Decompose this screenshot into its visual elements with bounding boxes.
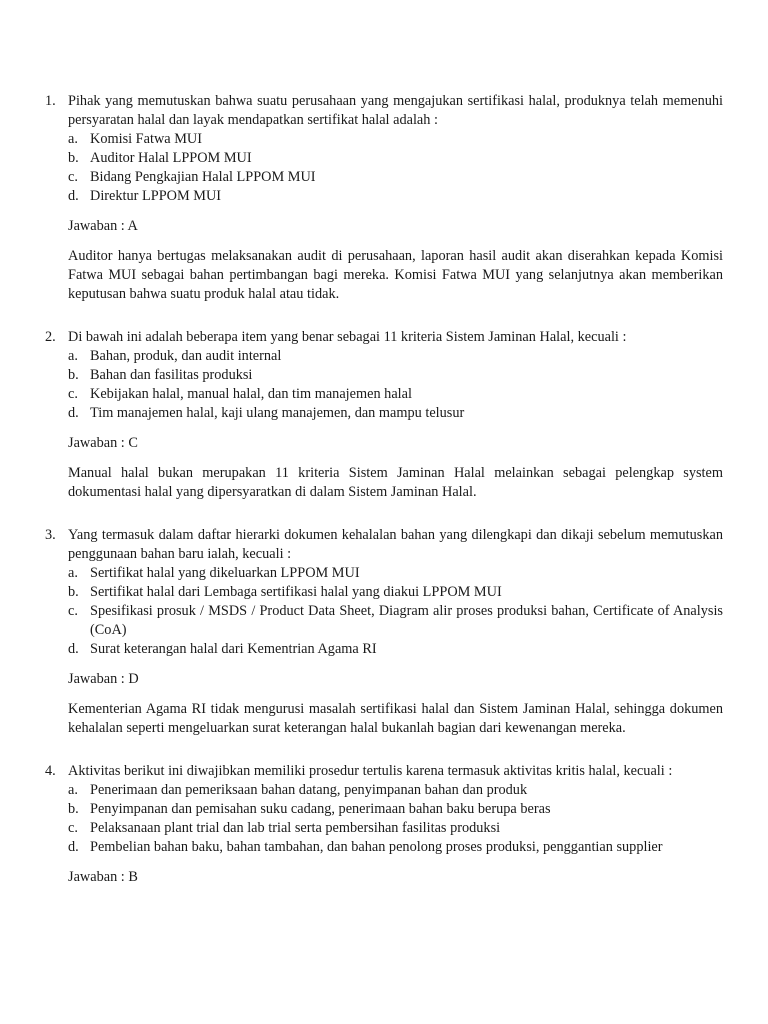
answer-line: Jawaban : D	[68, 671, 139, 687]
option-letter: a.	[68, 348, 78, 364]
option-letter: c.	[68, 820, 78, 836]
question-text: Aktivitas berikut ini diwajibkan memiliki prosedur tertulis karena termasuk aktivitas kritis halal, kecuali :	[68, 763, 673, 779]
option-letter: a.	[68, 131, 78, 147]
answer-line: Jawaban : B	[68, 869, 138, 885]
option-d	[68, 187, 723, 206]
question-1	[45, 92, 723, 304]
question-2	[45, 328, 723, 502]
option-text: Pembelian bahan baku, bahan tambahan, dan bahan penolong proses produksi, penggantian supplier	[90, 839, 663, 855]
question-number: 2.	[45, 329, 56, 345]
option-letter: b.	[68, 367, 79, 383]
option-letter: b.	[68, 801, 79, 817]
option-b	[68, 366, 723, 385]
option-a	[68, 130, 723, 149]
option-a	[68, 781, 723, 800]
option-text: Kebijakan halal, manual halal, dan tim manajemen halal	[90, 386, 412, 402]
option-letter: c.	[68, 603, 78, 619]
option-letter: d.	[68, 641, 79, 657]
option-letter: d.	[68, 405, 79, 421]
option-letter: b.	[68, 150, 79, 166]
answer-line: Jawaban : C	[68, 435, 138, 451]
option-letter: a.	[68, 565, 78, 581]
option-text: Sertifikat halal dari Lembaga sertifikasi halal yang diakui LPPOM MUI	[90, 584, 502, 600]
explanation-text: Kementerian Agama RI tidak mengurusi masalah sertifikasi halal dan Sistem Jaminan Halal, sehingga dokumen kehalalan seperti mengeluarkan surat keterangan halal bukanlah bagian dari kewenangan mereka.	[68, 701, 723, 736]
question-text: Di bawah ini adalah beberapa item yang benar sebagai 11 kriteria Sistem Jaminan Halal, kecuali :	[68, 329, 627, 345]
option-list	[45, 781, 723, 857]
question-4	[45, 762, 723, 887]
option-text: Surat keterangan halal dari Kementrian Agama RI	[90, 641, 377, 657]
option-list	[45, 564, 723, 659]
option-text: Auditor Halal LPPOM MUI	[90, 150, 252, 166]
document-page	[45, 92, 723, 887]
question-text: Yang termasuk dalam daftar hierarki dokumen kehalalan bahan yang dilengkapi dan dikaji sebelum memutuskan penggunaan bahan baru ialah, kecuali :	[68, 527, 723, 562]
option-text: Sertifikat halal yang dikeluarkan LPPOM MUI	[90, 565, 360, 581]
explanation-text: Auditor hanya bertugas melaksanakan audit di perusahaan, laporan hasil audit akan diserahkan kepada Komisi Fatwa MUI sebagai bahan pertimbangan bagi mereka. Komisi Fatwa MUI yang selanjutnya akan memberikan keputusan bahwa suatu produk halal atau tidak.	[68, 248, 723, 302]
option-text: Bahan dan fasilitas produksi	[90, 367, 253, 383]
option-text: Penyimpanan dan pemisahan suku cadang, penerimaan bahan baku berupa beras	[90, 801, 551, 817]
explanation-text: Manual halal bukan merupakan 11 kriteria Sistem Jaminan Halal melainkan sebagai pelengkap system dokumentasi halal yang dipersyaratkan di dalam Sistem Jaminan Halal.	[68, 465, 723, 500]
option-text: Spesifikasi prosuk / MSDS / Product Data Sheet, Diagram alir proses produksi bahan, Certificate of Analysis (CoA)	[90, 603, 723, 638]
option-c	[68, 168, 723, 187]
option-letter: c.	[68, 169, 78, 185]
option-b	[68, 149, 723, 168]
option-d	[68, 404, 723, 423]
question-number: 4.	[45, 763, 56, 779]
option-text: Komisi Fatwa MUI	[90, 131, 202, 147]
option-text: Bidang Pengkajian Halal LPPOM MUI	[90, 169, 316, 185]
question-3	[45, 526, 723, 738]
option-b	[68, 583, 723, 602]
option-letter: a.	[68, 782, 78, 798]
option-d	[68, 838, 723, 857]
option-text: Bahan, produk, dan audit internal	[90, 348, 282, 364]
option-text: Tim manajemen halal, kaji ulang manajemen, dan mampu telusur	[90, 405, 465, 421]
option-letter: d.	[68, 188, 79, 204]
option-d	[68, 640, 723, 659]
option-c	[68, 819, 723, 838]
option-a	[68, 347, 723, 366]
option-letter: c.	[68, 386, 78, 402]
option-letter: d.	[68, 839, 79, 855]
option-b	[68, 800, 723, 819]
option-text: Direktur LPPOM MUI	[90, 188, 222, 204]
option-a	[68, 564, 723, 583]
question-number: 1.	[45, 93, 56, 109]
answer-line: Jawaban : A	[68, 218, 138, 234]
option-letter: b.	[68, 584, 79, 600]
option-c	[68, 602, 723, 640]
option-c	[68, 385, 723, 404]
option-text: Pelaksanaan plant trial dan lab trial serta pembersihan fasilitas produksi	[90, 820, 501, 836]
question-number: 3.	[45, 527, 56, 543]
option-list	[45, 130, 723, 206]
option-text: Penerimaan dan pemeriksaan bahan datang, penyimpanan bahan dan produk	[90, 782, 528, 798]
question-text: Pihak yang memutuskan bahwa suatu perusahaan yang mengajukan sertifikasi halal, produknya telah memenuhi persyaratan halal dan layak mendapatkan sertifikat halal adalah :	[68, 93, 723, 128]
option-list	[45, 347, 723, 423]
